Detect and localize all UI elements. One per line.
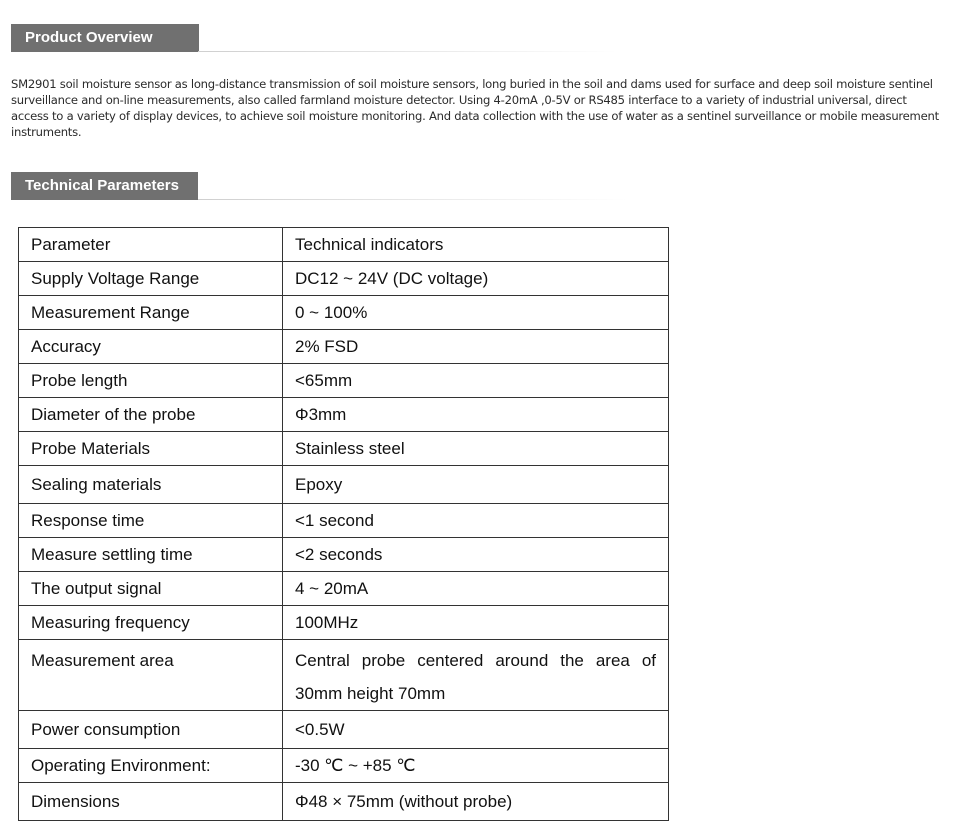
product-overview-text: SM2901 soil moisture sensor as long-distance transmission of soil moisture sensors, long buried in the soil and dams used for surface and deep soil moisture sentinel surveillance and on-line measurements, also called farmland moisture detector. Using 4-20mA ,0-5V or RS485 interface to a variety of industrial universal, direct access to a variety of display devices, to achieve soil moisture monitoring. And data collection with the use of water as a sentinel surveillance or mobile measurement instruments. [11, 77, 939, 139]
parameter-cell: The output signal [19, 572, 283, 606]
parameter-cell: Diameter of the probe [19, 398, 283, 432]
table-row [19, 330, 669, 364]
table-row [19, 749, 669, 783]
value-cell: <1 second [283, 504, 669, 538]
value-cell: 2% FSD [283, 330, 669, 364]
table-row [19, 296, 669, 330]
product-overview-header: Product Overview [11, 24, 199, 52]
column-header-parameter: Parameter [19, 228, 283, 262]
value-cell: <0.5W [283, 711, 669, 749]
parameter-cell: Operating Environment: [19, 749, 283, 783]
technical-parameters-header: Technical Parameters [11, 172, 198, 200]
parameter-cell: Dimensions [19, 783, 283, 821]
table-row [19, 262, 669, 296]
header-divider [198, 199, 628, 200]
value-cell: Φ3mm [283, 398, 669, 432]
parameter-cell: Measurement area [19, 640, 283, 711]
technical-parameters-table [18, 227, 669, 821]
table-header-row [19, 228, 669, 262]
value-cell: DC12 ~ 24V (DC voltage) [283, 262, 669, 296]
table-row [19, 432, 669, 466]
table-row [19, 538, 669, 572]
parameter-cell: Accuracy [19, 330, 283, 364]
table-row [19, 640, 669, 711]
value-cell: Central probe centered around the area of 30mm height 70mm [283, 640, 669, 711]
parameter-cell: Probe Materials [19, 432, 283, 466]
parameter-cell: Sealing materials [19, 466, 283, 504]
parameter-cell: Measure settling time [19, 538, 283, 572]
value-cell: -30 ℃ ~ +85 ℃ [283, 749, 669, 783]
value-cell: Stainless steel [283, 432, 669, 466]
table-row [19, 711, 669, 749]
table-row [19, 398, 669, 432]
value-cell: <65mm [283, 364, 669, 398]
parameter-cell: Power consumption [19, 711, 283, 749]
value-cell: 100MHz [283, 606, 669, 640]
table-row [19, 783, 669, 821]
parameter-cell: Measurement Range [19, 296, 283, 330]
column-header-technical-indicators: Technical indicators [283, 228, 669, 262]
value-cell: <2 seconds [283, 538, 669, 572]
table-row [19, 504, 669, 538]
table-row [19, 364, 669, 398]
table-row [19, 572, 669, 606]
value-cell: 0 ~ 100% [283, 296, 669, 330]
header-divider [198, 51, 618, 52]
parameter-cell: Supply Voltage Range [19, 262, 283, 296]
value-cell: Φ48 × 75mm (without probe) [283, 783, 669, 821]
value-cell: 4 ~ 20mA [283, 572, 669, 606]
value-cell: Epoxy [283, 466, 669, 504]
table-row [19, 466, 669, 504]
parameter-cell: Probe length [19, 364, 283, 398]
table-row [19, 606, 669, 640]
parameter-cell: Measuring frequency [19, 606, 283, 640]
parameter-cell: Response time [19, 504, 283, 538]
